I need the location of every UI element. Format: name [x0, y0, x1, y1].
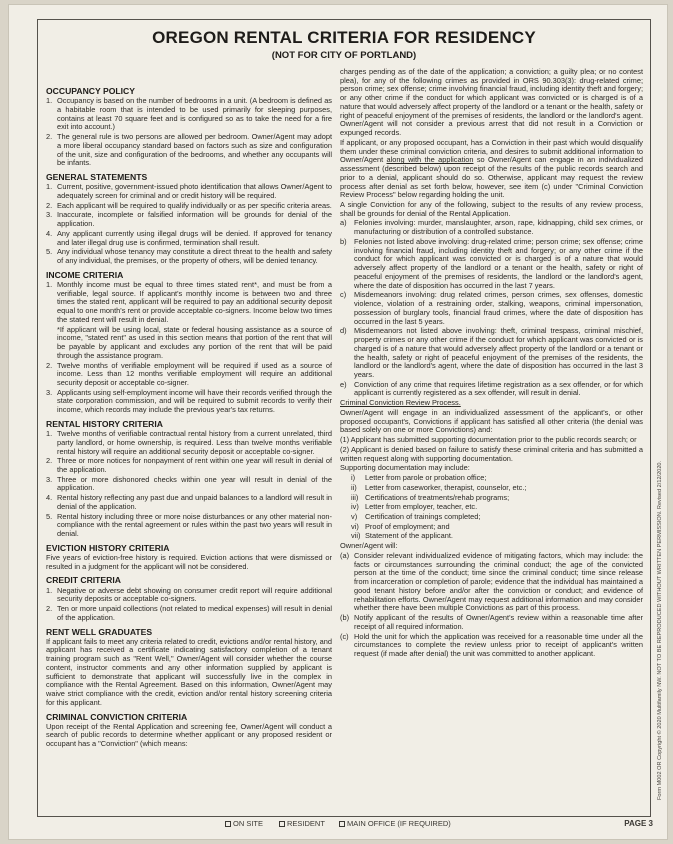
item-numeral: i) — [351, 473, 356, 483]
page-title: OREGON RENTAL CRITERIA FOR RESIDENCY — [152, 28, 536, 47]
item-text: Ten or more unpaid collections (not related to medical expenses) will result in denial of the application. — [57, 604, 332, 622]
income-note: *If applicant will be using local, state or federal housing assistance as a source of income, "stated rent" as used in this section means that portion of the rent that will be payable by applicant and excludes any portion of the rent that will be paid through the assistance program. — [57, 324, 332, 360]
income-list — [46, 281, 332, 325]
eviction-text: Five years of eviction-free history is required. Eviction actions that were dismissed or resulted in a judgment for the applicant will not be considered. — [46, 553, 332, 571]
credit-heading: CREDIT CRITERIA — [46, 575, 121, 586]
item-number: 5. — [46, 247, 53, 257]
item-text: Letter from employer, teacher, etc. — [365, 502, 478, 512]
list-item — [351, 523, 643, 532]
item-text: Felonies involving: murder, manslaughter, arson, rape, kidnapping, child sex crimes, or manufacturing or distribution of a controlled substance. — [354, 218, 643, 237]
list-item — [340, 614, 643, 631]
review-para-4: Supporting documentation may include: — [340, 463, 470, 473]
list-item — [351, 532, 643, 541]
item-text: Certification of trainings completed; — [365, 511, 481, 521]
item-number: 1. — [46, 182, 53, 192]
list-item — [351, 474, 643, 483]
list-item — [46, 494, 332, 511]
item-letter: c) — [340, 290, 347, 300]
page-subtitle: (NOT FOR CITY OF PORTLAND) — [271, 50, 417, 61]
item-text: Three or more dishonored checks within one year will result in denial of the application. — [57, 474, 332, 493]
item-number: 3. — [46, 474, 53, 484]
criminal-heading: CRIMINAL CONVICTION CRITERIA — [46, 711, 188, 722]
item-number: 2. — [46, 456, 53, 466]
item-number: 4. — [46, 493, 53, 503]
list-item — [46, 457, 332, 474]
item-text: Twelve months of verifiable employment will be required if used as a source of income. Less than 12 months verifiable employment will require an additional security deposit or acceptable co-signer. — [57, 360, 332, 387]
item-text: Rental history including three or more noise disturbances or any other material non-compliance with the rental agreement or rules within the past two years will result in denial. — [57, 511, 332, 539]
list-item — [340, 291, 643, 326]
list-item — [46, 248, 332, 265]
main-office-checkbox[interactable] — [339, 821, 345, 827]
item-number: 4. — [46, 228, 53, 238]
criminal-para-2-underline: along with the application — [386, 155, 474, 165]
item-text: Inaccurate, incomplete or falsified information will be grounds for denial of the application. — [57, 210, 332, 229]
item-letter: (c) — [340, 631, 349, 641]
item-text: Current, positive, government-issued photo identification that allows Owner/Agent to adequately screen for criminal and or credit history will be required. — [57, 182, 332, 200]
resident-checkbox[interactable] — [279, 821, 285, 827]
criminal-para-3: A single Conviction for any of the following, subject to the results of any review process, shall be grounds for denial of the Rental Application. — [340, 200, 643, 218]
item-text: Letter from parole or probation office; — [365, 473, 487, 483]
item-numeral: vii) — [351, 531, 361, 541]
income-list-continued — [46, 362, 332, 415]
list-item — [46, 513, 332, 539]
item-text: Occupancy is based on the number of bedrooms in a unit. (A bedroom is defined as a habitable room that is intended to be used primarily for sleeping purposes, contains at least 70 square feet and is configured so as to take the need for a fire exit into account.) — [57, 96, 332, 132]
item-text: Each applicant will be required to qualify individually or as per specific criteria areas. — [57, 200, 332, 210]
left-column — [46, 82, 332, 812]
list-item — [46, 133, 332, 168]
list-item — [340, 552, 643, 613]
item-letter: d) — [340, 326, 347, 336]
item-text: Any applicant currently using illegal drugs will be denied. If approved for tenancy and later illegal drug use is confirmed, termination shall result. — [57, 228, 332, 247]
rent-well-heading: RENT WELL GRADUATES — [46, 626, 153, 637]
criminal-list — [340, 219, 643, 398]
item-number: 1. — [46, 585, 53, 595]
on-site-label: ON SITE — [233, 819, 264, 828]
list-item — [46, 230, 332, 247]
documentation-list — [340, 474, 643, 541]
item-text: Three or more notices for nonpayment of rent within one year will result in denial of the application. — [57, 456, 332, 474]
item-number: 2. — [46, 360, 53, 370]
item-number: 1. — [46, 96, 53, 106]
general-heading: GENERAL STATEMENTS — [46, 172, 148, 183]
item-number: 3. — [46, 210, 53, 220]
resident-label: RESIDENT — [287, 819, 325, 828]
list-item — [340, 219, 643, 236]
list-item — [340, 238, 643, 290]
item-text: Negative or adverse debt showing on consumer credit report will require additional security deposits or acceptable co-signers. — [57, 585, 332, 604]
list-item — [46, 97, 332, 132]
list-item — [351, 484, 643, 493]
on-site-checkbox[interactable] — [225, 821, 231, 827]
main-office-label: MAIN OFFICE (IF REQUIRED) — [347, 819, 451, 828]
review-heading: Criminal Conviction Review Process. — [340, 398, 461, 408]
item-number: 5. — [46, 511, 53, 521]
item-text: Hold the unit for which the application was received for a reasonable time under all the circumstances to complete the review unless prior to receipt of applicant's written request (if made after denial) the unit was committed to another applicant. — [354, 631, 643, 658]
list-item — [351, 494, 643, 503]
general-list — [46, 183, 332, 266]
list-item — [46, 389, 332, 415]
item-text: Any individual whose tenancy may constitute a direct threat to the health and safety of any individual, the premises, or the property of others, will be denied tenancy. — [57, 247, 332, 266]
item-number: 3. — [46, 387, 53, 397]
item-text: The general rule is two persons are allowed per bedroom. Owner/Agent may adopt a more liberal occupancy standard based on factors such as size and configuration of the unit, size and configuration of the bedrooms, and whether any occupants will be infants. — [57, 132, 332, 168]
rent-well-text: If applicant fails to meet any criteria related to credit, evictions and/or rental history, and applicant has received a certificate indicating satisfactory completion of a tenant training program such as "Rent Well," Owner/Agent will consider whether the course content, instructor comments and any other information supplied by applicant is sufficient to demonstrate that applicant will successfully live in the complex in compliance with the Rental Agreement. Based on this information, Owner/Agent may waive strict compliance with the credit, eviction and/or rental history screening criteria for this applicant. — [46, 636, 332, 707]
item-text: Applicants using self-employment income will have their records verified through the state corporation commission, and will be required to submit records to verify their income, which records may include the previous year's tax returns. — [57, 387, 332, 415]
criminal-para-2 — [340, 139, 643, 200]
income-heading: INCOME CRITERIA — [46, 269, 124, 280]
credit-list — [46, 587, 332, 623]
criminal-para-2-end: so Owner/Agent can engage in an individualized assessment (described below) upon receipt of the results of the public records search and prior to a denial, applicant should do so. Otherwise, applicant may request the review process after denial as set forth below, however, see item (c) under "Criminal Conviction Review Process" below regarding holding the unit. — [340, 155, 643, 200]
list-item — [46, 281, 332, 325]
item-numeral: iii) — [351, 492, 359, 502]
list-item — [351, 513, 643, 522]
document-page — [8, 4, 668, 840]
review-para-3: (2) Applicant is denied based on failure to satisfy these criminal criteria and has submitted a written request along with supporting documentation. — [340, 444, 643, 463]
item-letter: e) — [340, 379, 347, 389]
resident-checkbox-group[interactable] — [279, 819, 325, 828]
page-number: PAGE 3 — [624, 819, 653, 828]
occupancy-list — [46, 97, 332, 168]
item-text: Certifications of treatments/rehab programs; — [365, 492, 510, 502]
item-numeral: v) — [351, 511, 358, 521]
item-text: Felonies not listed above involving: drug-related crime; person crime; sex offense; crime involving financial fraud, including identity theft and forgery; or any other crime if the conduct for which applicant was convicted or is charged is of a nature that would adversely affect property of the landlord or a tenant or the health, safety or right of peaceful enjoyment of the premises of residents, the landlord or the landlord's agent, where the date of disposition has occurred in the last 7 years. — [354, 236, 643, 290]
list-item — [46, 211, 332, 228]
side-copyright: Form M002 OR Copyright © 2020 Multifamily NW. NOT TO BE REPRODUCED WITHOUT WRITTEN PERMISSION. Revised 2/12/2020. — [657, 460, 663, 800]
criminal-para-2-start: If applicant, or any proposed occupant, has a Conviction in their past which would disqualify them under these criminal conviction criteria, and desires to submit additional information to Owner/Agent — [340, 137, 643, 165]
eviction-heading: EVICTION HISTORY CRITERIA — [46, 542, 170, 553]
list-item — [340, 327, 643, 379]
review-para-2: (1) Applicant has submitted supporting documentation prior to the public records search; or — [340, 435, 637, 445]
item-letter: (a) — [340, 550, 350, 560]
item-text: Misdemeanors not listed above involving: theft, criminal trespass, criminal mischief, property crimes or any other crime if the conduct for which applicant was convicted or is charged is of a nature that would adversely affect property of the landlord or a tenant or the health, safety or right of peaceful enjoyment of the premises of the residents, the landlord or the landlord's agent, where the date of disposition has occurred in the last 3 years. — [354, 326, 643, 379]
item-text: Notify applicant of the results of Owner/Agent's review within a reasonable time after receipt of all required information. — [354, 613, 643, 631]
item-numeral: ii) — [351, 482, 357, 492]
list-item — [351, 503, 643, 512]
page-frame — [37, 19, 651, 817]
item-number: 2. — [46, 132, 53, 142]
list-item — [340, 381, 643, 398]
item-text: Twelve months of verifiable contractual rental history from a current unrelated, third party landlord, or home ownership, is required. Less than twelve months verifiable rental history will require an additional security deposit or acceptable co-signer. — [57, 429, 332, 456]
item-text: Rental history reflecting any past due and unpaid balances to a landlord will result in denial of the application. — [57, 493, 332, 511]
criminal-text-right: charges pending as of the date of the application; a conviction; a guilty plea; or no contest plea), for any of the following crimes as provided in ORS 90.303(3): drug-related crime; person crime; sex offense; crime involving financial fraud, including identity theft and forgery; or any other crime if the conduct for which applicant was convicted or is charged is of a nature that would adversely affect property of the landlord or a tenant or the health, safety or right of peaceful enjoyment of the premises of residents, the landlord or the landlord's agent. Owner/Agent will not consider a previous arrest that did not result in a Conviction or expunged records. — [340, 68, 643, 138]
item-letter: a) — [340, 218, 347, 228]
item-number: 1. — [46, 429, 53, 439]
item-numeral: vi) — [351, 521, 359, 531]
item-text: Consider relevant individualized evidence of mitigating factors, which may include: the facts or circumstances surrounding the criminal conduct; the age of the convicted person at the time of the conduct; time since the criminal conduct; time since release from incarceration or completion of parole; evidence that the individual has maintained a good tenant history before and/or after the conviction or conduct; and evidence of rehabilitation efforts. Owner/Agent may request additional information and may consider whether there have been multiple Convictions as part of this process. — [354, 550, 643, 613]
list-item — [46, 430, 332, 456]
item-text: Statement of the applicant. — [365, 531, 453, 541]
owner-actions-list — [340, 552, 643, 659]
criminal-text-left: Upon receipt of the Rental Application and screening fee, Owner/Agent will conduct a search of public records to determine whether applicant or any proposed resident or occupant has a "Conviction" (which means: — [46, 721, 332, 749]
item-text: Letter from caseworker, therapist, counselor, etc.; — [365, 482, 527, 492]
right-column — [340, 68, 643, 810]
item-text: Conviction of any crime that requires lifetime registration as a sex offender, or for which applicant is currently registered as a sex offender, will result in denial. — [354, 379, 643, 398]
list-item — [46, 362, 332, 388]
item-letter: (b) — [340, 613, 350, 623]
list-item — [46, 202, 332, 211]
item-text: Monthly income must be equal to three times stated rent*, and must be from a verifiable, legal source. If applicant's monthly income is between two and three times the stated rent, applicant will be required to pay an additional security deposit equal to one month's rent or provide acceptable co-signers. Income below two times the stated rent will result in denial. — [57, 279, 332, 324]
item-number: 2. — [46, 604, 53, 614]
list-item — [46, 587, 332, 604]
item-number: 1. — [46, 279, 53, 289]
item-number: 2. — [46, 200, 53, 210]
review-para-5: Owner/Agent will: — [340, 541, 398, 551]
occupancy-heading: OCCUPANCY POLICY — [46, 86, 135, 96]
item-numeral: iv) — [351, 502, 359, 512]
on-site-checkbox-group[interactable] — [225, 819, 263, 828]
rental-history-list — [46, 430, 332, 539]
review-para-1: Owner/Agent will engage in an individualized assessment of the applicant's, or other proposed occupant's, Convictions if applicant has satisfied all other criteria (the denial was based solely on one or more Convictions) and: — [340, 407, 643, 435]
main-office-checkbox-group[interactable] — [339, 819, 451, 828]
item-text: Proof of employment; and — [365, 521, 450, 531]
list-item — [46, 605, 332, 622]
list-item — [340, 633, 643, 659]
item-text: Misdemeanors involving: drug related crimes, person crimes, sex offenses, domestic violence, violation of a restraining order, stalking, weapons, criminal impersonation, possession of burglary tools, financial fraud crimes, where the date of disposition has occurred in the last 5 years. — [354, 290, 643, 326]
item-letter: b) — [340, 236, 347, 246]
list-item — [46, 183, 332, 200]
list-item — [46, 476, 332, 493]
rental-history-heading: RENTAL HISTORY CRITERIA — [46, 418, 163, 429]
